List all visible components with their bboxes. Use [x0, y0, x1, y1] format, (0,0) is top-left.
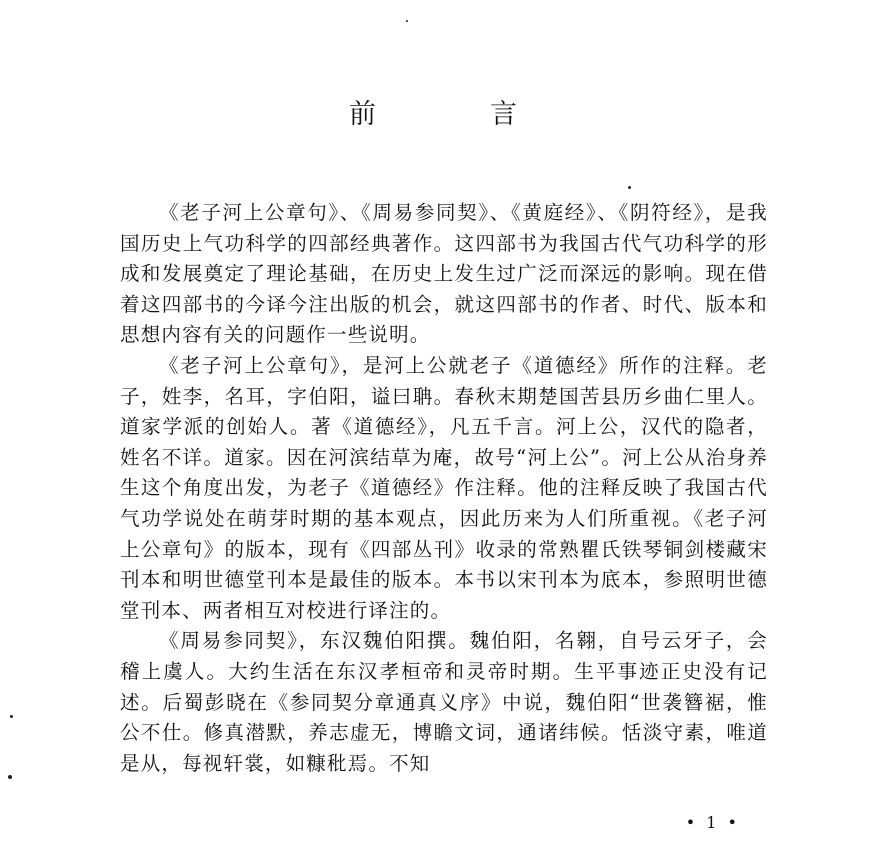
scan-speck [406, 20, 408, 22]
body-text [120, 198, 768, 779]
paragraph-laozi: 《老子河上公章句》，是河上公就老子《道德经》所作的注释。老子，姓李，名耳，字伯阳，谥曰聃。春秋末期楚国苦县历乡曲仁里人。道家学派的创始人。著《道德经》，凡五千言。河上公，汉代的隐者，姓名不详。道家。因在河滨结草为庵，故号“河上公”。河上公从治身养生这个角度出发，为老子《道德经》作注释。他的注释反映了我国古代气功学说处在萌芽时期的基本观点，因此历来为人们所重视。《老子河上公章句》的版本，现有《四部丛刊》收录的常熟瞿氏铁琴铜剑楼藏宋刊本和明世德堂刊本是最佳的版本。本书以宋刊本为底本，参照明世德堂刊本、两者相互对校进行译注的。 [120, 353, 768, 622]
scan-speck [628, 186, 631, 189]
paragraph-zhouyi: 《周易参同契》，东汉魏伯阳撰。魏伯阳，名翱，自号云牙子，会稽上虞人。大约生活在东汉孝桓帝和灵帝时期。生平事迹正史没有记述。后蜀彭晓在《参同契分章通真义序》中说，魏伯阳“世袭簪裾，惟公不仕。修真潜默，养志虚无，博瞻文词，通诸纬候。恬淡守素，唯道是从，每视轩裳，如糠秕焉。不知 [120, 629, 768, 775]
paragraph-intro: 《老子河上公章句》、《周易参同契》、《黄庭经》、《阴符经》，是我国历史上气功科学的四部经典著作。这四部书为我国古代气功科学的形成和发展奠定了理论基础，在历史上发生过广泛而深远的影响。现在借着这四部书的今译今注出版的机会，就这四部书的作者、时代、版本和思想内容有关的问题作一些说明。 [120, 201, 768, 347]
scan-speck [10, 715, 13, 718]
scan-speck [8, 775, 12, 779]
page-number: • 1 • [685, 813, 740, 832]
title-char-2: 言 [490, 99, 521, 130]
page-title [0, 92, 870, 131]
title-char-1: 前 [349, 99, 380, 130]
